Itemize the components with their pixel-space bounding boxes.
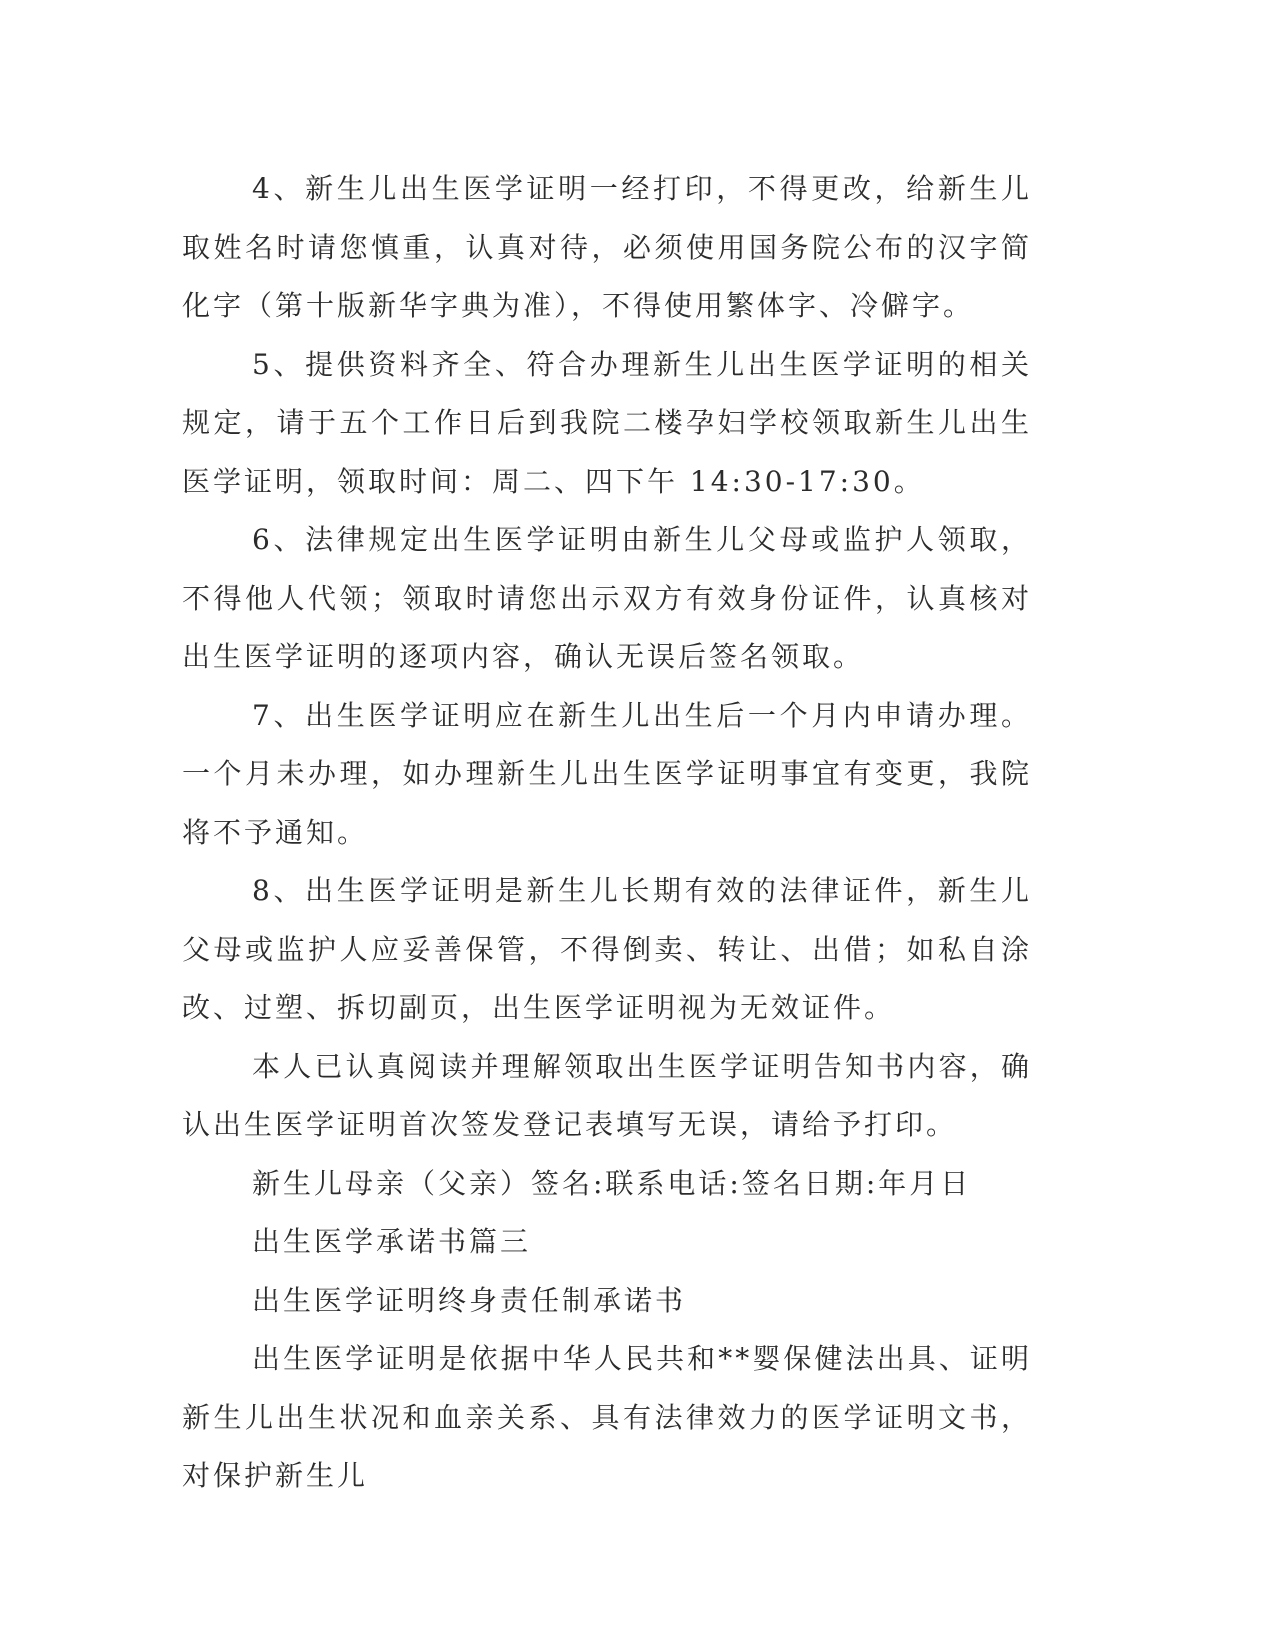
paragraph-item-5: 5、提供资料齐全、符合办理新生儿出生医学证明的相关规定，请于五个工作日后到我院二楼孕妇学校领取新生儿出生医学证明，领取时间：周二、四下午 14:30-17:30。 [182, 347, 1032, 498]
paragraph-item-6: 6、法律规定出生医学证明由新生儿父母或监护人领取，不得他人代领；领取时请您出示双方有效身份证件，认真核对出生医学证明的逐项内容，确认无误后签名领取。 [182, 523, 1032, 673]
document-title: 出生医学证明终身责任制承诺书 [252, 1283, 687, 1317]
document-body [182, 160, 1032, 1506]
paragraph-item-4: 4、新生儿出生医学证明一经打印，不得更改，给新生儿取姓名时请您慎重，认真对待，必须使用国务院公布的汉字简化字（第十版新华字典为准），不得使用繁体字、冷僻字。 [182, 172, 1032, 322]
intro-paragraph: 出生医学证明是依据中华人民共和**婴保健法出具、证明新生儿出生状况和血亲关系、具有法律效力的医学证明文书，对保护新生儿 [182, 1342, 1032, 1492]
confirmation-paragraph: 本人已认真阅读并理解领取出生医学证明告知书内容，确认出生医学证明首次签发登记表填写无误，请给予打印。 [182, 1049, 1032, 1141]
paragraph-item-8: 8、出生医学证明是新生儿长期有效的法律证件，新生儿父母或监护人应妥善保管，不得倒卖、转让、出借；如私自涂改、过塑、拆切副页，出生医学证明视为无效证件。 [182, 874, 1032, 1024]
paragraph-item-7: 7、出生医学证明应在新生儿出生后一个月内申请办理。一个月未办理，如办理新生儿出生医学证明事宜有变更，我院将不予通知。 [182, 698, 1032, 849]
signature-line: 新生儿母亲（父亲）签名:联系电话:签名日期:年月日 [252, 1166, 972, 1200]
section-heading: 出生医学承诺书篇三 [252, 1225, 532, 1258]
